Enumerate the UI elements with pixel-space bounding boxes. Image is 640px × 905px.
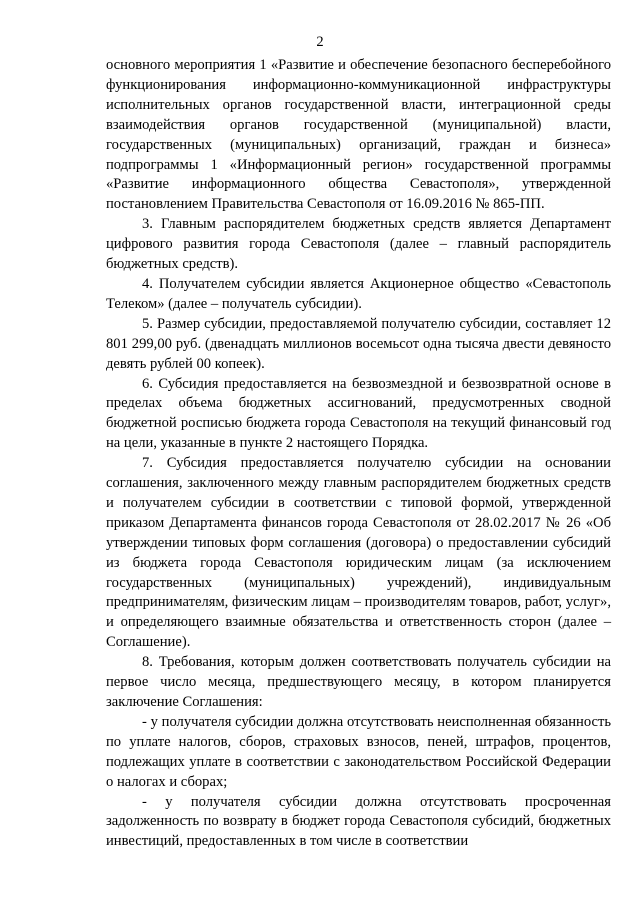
paragraph-item-5: 5. Размер субсидии, предоставляемой получателю субсидии, составляет 12 801 299,00 руб. (двенадцать миллионов восемьсот одна тысяча двести девяносто девять рублей 00 копеек). — [106, 315, 611, 372]
paragraph-item-8: 8. Требования, которым должен соответствовать получатель субсидии на первое число месяца, предшествующего месяцу, в котором планируется заключение Соглашения: — [106, 654, 611, 710]
paragraph-item-3: 3. Главным распорядителем бюджетных средств является Департамент цифрового развития города Севастополя (далее – главный распорядитель бюджетных средств). — [106, 216, 611, 273]
paragraph-item-7: 7. Субсидия предоставляется получателю субсидии на основании соглашения, заключенного между главным распорядителем бюджетных средств и получателем субсидии в соответствии с типовой формой, утвержденной приказом Департамента финансов города Севастополя от 28.02.2017 № 26 «Об утверждении типовых форм соглашения (договора) о предоставлении субсидий из бюджета города Севастополя юридическим лицам (за исключением государственных (муниципальных) учреждений), индивидуальным предпринимателям, физическим лицам – производителям товаров, работ, услуг», и определяющего взаимные обязательства и ответственность сторон (далее – Соглашение). — [106, 455, 611, 651]
list-item-overdue-debt: - у получателя субсидии должна отсутствовать просроченная задолженность по возврату в бюджет города Севастополя субсидий, бюджетных инвестиций, предоставленных в том числе в соответствии — [106, 793, 611, 850]
list-item-tax-obligations: - у получателя субсидии должна отсутствовать неисполненная обязанность по уплате налогов, сборов, страховых взносов, пеней, штрафов, процентов, подлежащих уплате в соответствии с законодательством Российской Федерации о налогах и сборах; — [106, 713, 611, 790]
document-body — [106, 56, 611, 852]
paragraph-continuation: основного мероприятия 1 «Развитие и обеспечение безопасного бесперебойного функционирования информационно-коммуникационной инфраструктуры исполнительных органов государственной власти, интеграционной среды взаимодействия органов государственной (муниципальной) власти, государственных (муниципальных) организаций, граждан и бизнеса» подпрограммы 1 «Информационный регион» государственной программы «Развитие информационного общества Севастополя», утвержденной постановлением Правительства Севастополя от 16.09.2016 № 865-ПП. — [106, 57, 611, 213]
page-number: 2 — [316, 34, 324, 50]
paragraph-item-6: 6. Субсидия предоставляется на безвозмездной и безвозвратной основе в пределах объема бюджетных ассигнований, предусмотренных сводной бюджетной росписью бюджета города Севастополя на текущий финансовый год на цели, указанные в пункте 2 настоящего Порядка. — [106, 375, 611, 452]
paragraph-item-4: 4. Получателем субсидии является Акционерное общество «Севастополь Телеком» (далее – получатель субсидии). — [106, 275, 611, 312]
